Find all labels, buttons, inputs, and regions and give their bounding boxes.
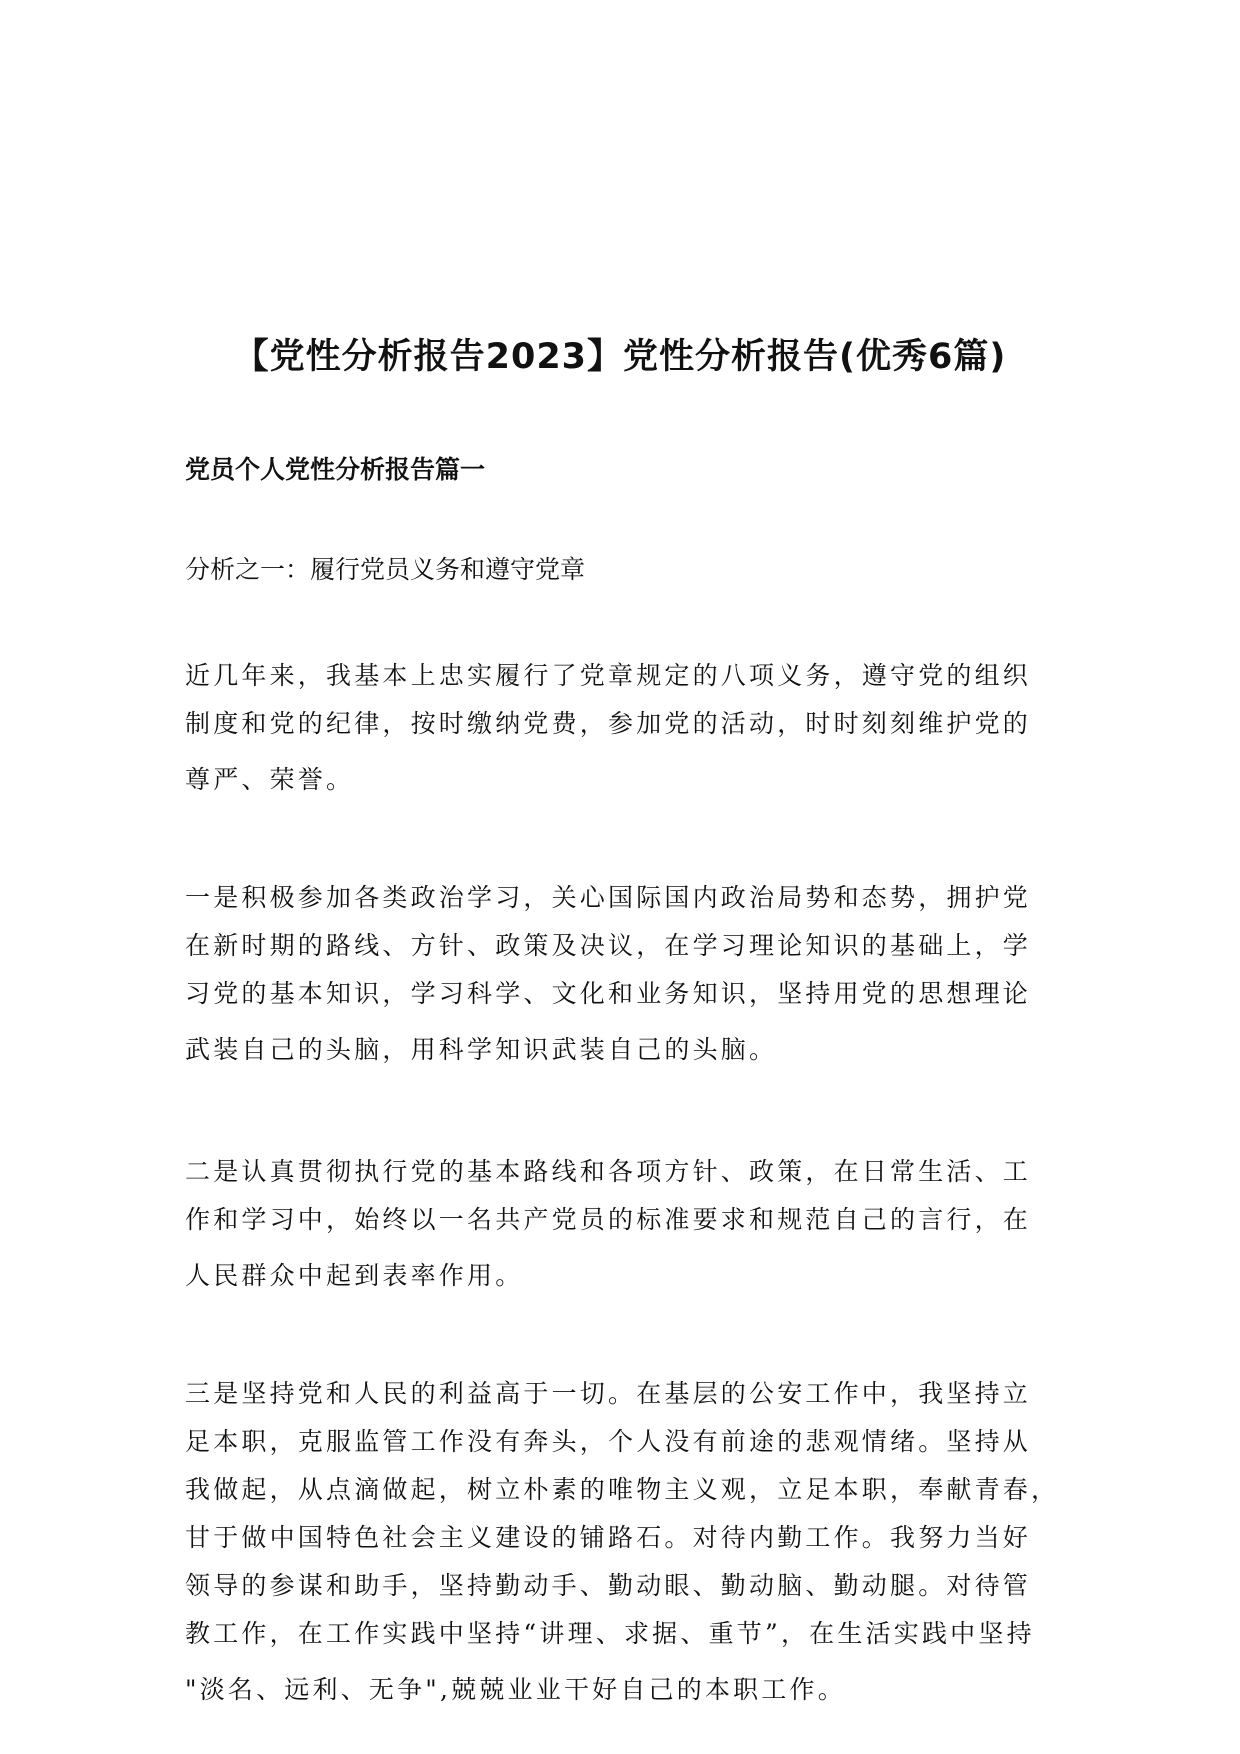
paragraph-line: 武装自己的头脑，用科学知识武装自己的头脑。 — [185, 1035, 778, 1064]
paragraph-line: 二是认真贯彻执行党的基本路线和各项方针、政策，在日常生活、工 — [185, 1157, 1032, 1186]
paragraph-line: "淡名、远利、无争",兢兢业业干好自己的本职工作。 — [185, 1675, 846, 1704]
paragraph-line: 制度和党的纪律，按时缴纳党费，参加党的活动，时时刻刻维护党的 — [185, 709, 1032, 738]
document-title: 【党性分析报告2023】党性分析报告(优秀6篇) — [233, 337, 1007, 377]
paragraph-line: 作和学习中，始终以一名共产党员的标准要求和规范自己的言行，在 — [185, 1205, 1032, 1234]
paragraph-line: 在新时期的路线、方针、政策及决议，在学习理论知识的基础上，学 — [185, 931, 1032, 960]
paragraph-2 — [185, 874, 1085, 1074]
paragraph-line: 一是积极参加各类政治学习，关心国际国内政治局势和态势，拥护党 — [185, 883, 1032, 912]
paragraph-line: 甘于做中国特色社会主义建设的铺路石。对待内勤工作。我努力当好 — [185, 1523, 1032, 1552]
paragraph-line: 尊严、荣誉。 — [185, 765, 355, 794]
paragraph-line: 领导的参谋和助手，坚持勤动手、勤动眼、勤动脑、勤动腿。对待管 — [185, 1571, 1032, 1600]
paragraph-line: 我做起，从点滴做起，树立朴素的唯物主义观，立足本职，奉献青春， — [185, 1475, 1060, 1504]
paragraph-line: 人民群众中起到表率作用。 — [185, 1261, 524, 1290]
paragraph-line: 足本职，克服监管工作没有奔头，个人没有前途的悲观情绪。坚持从 — [185, 1427, 1032, 1456]
paragraph-line: 三是坚持党和人民的利益高于一切。在基层的公安工作中，我坚持立 — [185, 1379, 1032, 1408]
paragraph-3 — [185, 1148, 1085, 1300]
sub-heading: 分析之一：履行党员义务和遵守党章 — [185, 555, 586, 584]
section-heading: 党员个人党性分析报告篇一 — [185, 455, 486, 484]
paragraph-4 — [185, 1370, 1085, 1714]
paragraph-line: 教工作，在工作实践中坚持“讲理、求据、重节”，在生活实践中坚持 — [185, 1619, 1035, 1648]
paragraph-line: 近几年来，我基本上忠实履行了党章规定的八项义务，遵守党的组织 — [185, 661, 1032, 690]
paragraph-line: 习党的基本知识，学习科学、文化和业务知识，坚持用党的思想理论 — [185, 979, 1032, 1008]
paragraph-1 — [185, 652, 1085, 804]
